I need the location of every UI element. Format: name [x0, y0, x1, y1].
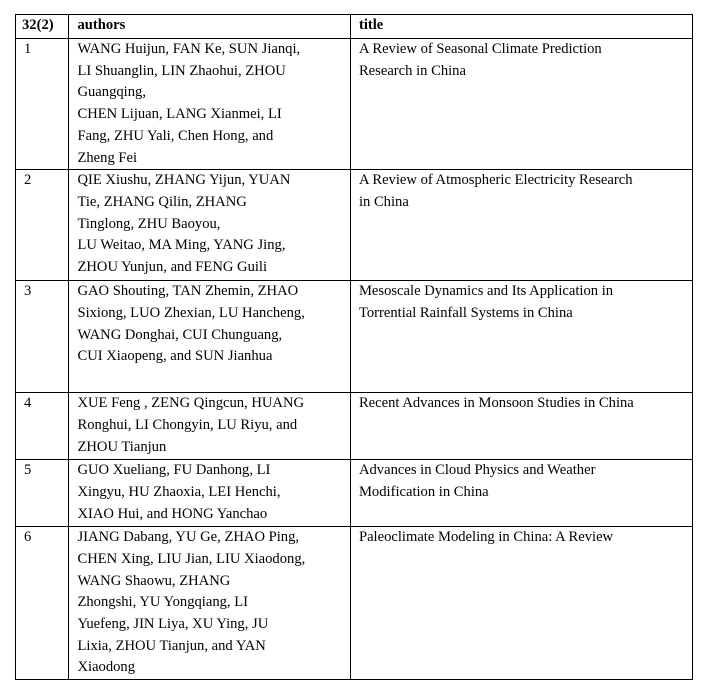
- author-line: XIAO Hui, and HONG Yanchao: [77, 505, 268, 522]
- authors-cell: [69, 170, 350, 281]
- author-line: JIANG Dabang, YU Ge, ZHAO Ping,: [77, 529, 300, 546]
- author-line: GUO Xueliang, FU Danhong, LI: [77, 462, 271, 479]
- author-line: WANG Donghai, CUI Chunguang,: [77, 326, 283, 343]
- author-line: Tie, ZHANG Qilin, ZHANG: [77, 193, 247, 210]
- author-line: Xiaodong: [77, 659, 136, 676]
- title-line: Advances in Cloud Physics and Weather: [358, 462, 596, 479]
- title-cell: [350, 460, 692, 527]
- row-number: 5: [16, 460, 69, 527]
- articles-table: [15, 14, 693, 680]
- row-number: 6: [16, 527, 69, 680]
- row-number: 2: [16, 170, 69, 281]
- author-line: Guangqing,: [77, 84, 146, 101]
- title-line: A Review of Atmospheric Electricity Research: [358, 172, 633, 189]
- title-line: Research in China: [358, 62, 466, 79]
- author-line: WANG Huijun, FAN Ke, SUN Jianqi,: [77, 41, 301, 57]
- row-number: 1: [16, 39, 69, 170]
- author-line: CHEN Lijuan, LANG Xianmei, LI: [77, 106, 282, 123]
- author-line: Lixia, ZHOU Tianjun, and YAN: [77, 637, 266, 654]
- author-line: XUE Feng , ZENG Qingcun, HUANG: [77, 395, 305, 412]
- author-line: QIE Xiushu, ZHANG Yijun, YUAN: [77, 172, 291, 189]
- authors-cell: [69, 527, 350, 680]
- author-line: Zhongshi, YU Yongqiang, LI: [77, 594, 249, 611]
- title-line: Modification in China: [358, 483, 489, 500]
- author-line: CHEN Xing, LIU Jian, LIU Xiaodong,: [77, 550, 306, 567]
- author-line: Xingyu, HU Zhaoxia, LEI Henchi,: [77, 483, 281, 500]
- title-line: in China: [358, 193, 409, 210]
- authors-cell: [69, 460, 350, 527]
- table-row: [16, 170, 693, 281]
- title-line: Recent Advances in Monsoon Studies in China: [358, 395, 634, 412]
- author-line: Tinglong, ZHU Baoyou,: [77, 215, 221, 232]
- author-line: LI Shuanglin, LIN Zhaohui, ZHOU: [77, 62, 286, 79]
- row-number: 4: [16, 393, 69, 460]
- row-number: 3: [16, 281, 69, 393]
- author-line: Sixiong, LUO Zhexian, LU Hancheng,: [77, 304, 305, 321]
- author-line: CUI Xiaopeng, and SUN Jianhua: [77, 348, 273, 365]
- author-line: Fang, ZHU Yali, Chen Hong, and: [77, 127, 274, 144]
- header-title: title: [350, 15, 692, 39]
- header-row: [16, 15, 693, 39]
- title-cell: [350, 393, 692, 460]
- table-row: [16, 527, 693, 680]
- header-authors: authors: [69, 15, 350, 39]
- table-row: [16, 39, 693, 170]
- title-cell: [350, 39, 692, 170]
- author-line: Yuefeng, JIN Liya, XU Ying, JU: [77, 616, 269, 633]
- table-row: [16, 281, 693, 393]
- table-row: [16, 460, 693, 527]
- title-cell: [350, 281, 692, 393]
- author-line: ZHOU Yunjun, and FENG Guili: [77, 259, 268, 276]
- title-cell: [350, 527, 692, 680]
- title-cell: [350, 170, 692, 281]
- title-line: Paleoclimate Modeling in China: A Review: [358, 529, 614, 546]
- title-line: A Review of Seasonal Climate Prediction: [358, 41, 602, 57]
- authors-cell: [69, 393, 350, 460]
- title-line: Mesoscale Dynamics and Its Application in: [358, 283, 614, 300]
- authors-cell: [69, 281, 350, 393]
- author-line: ZHOU Tianjun: [77, 438, 167, 455]
- author-line: WANG Shaowu, ZHANG: [77, 572, 231, 589]
- author-line: LU Weitao, MA Ming, YANG Jing,: [77, 237, 286, 254]
- header-issue: 32(2): [16, 15, 69, 39]
- title-line: Torrential Rainfall Systems in China: [358, 304, 573, 321]
- author-line: Ronghui, LI Chongyin, LU Riyu, and: [77, 416, 298, 433]
- table-row: [16, 393, 693, 460]
- authors-cell: [69, 39, 350, 170]
- author-line: Zheng Fei: [77, 149, 138, 166]
- author-line: GAO Shouting, TAN Zhemin, ZHAO: [77, 283, 299, 300]
